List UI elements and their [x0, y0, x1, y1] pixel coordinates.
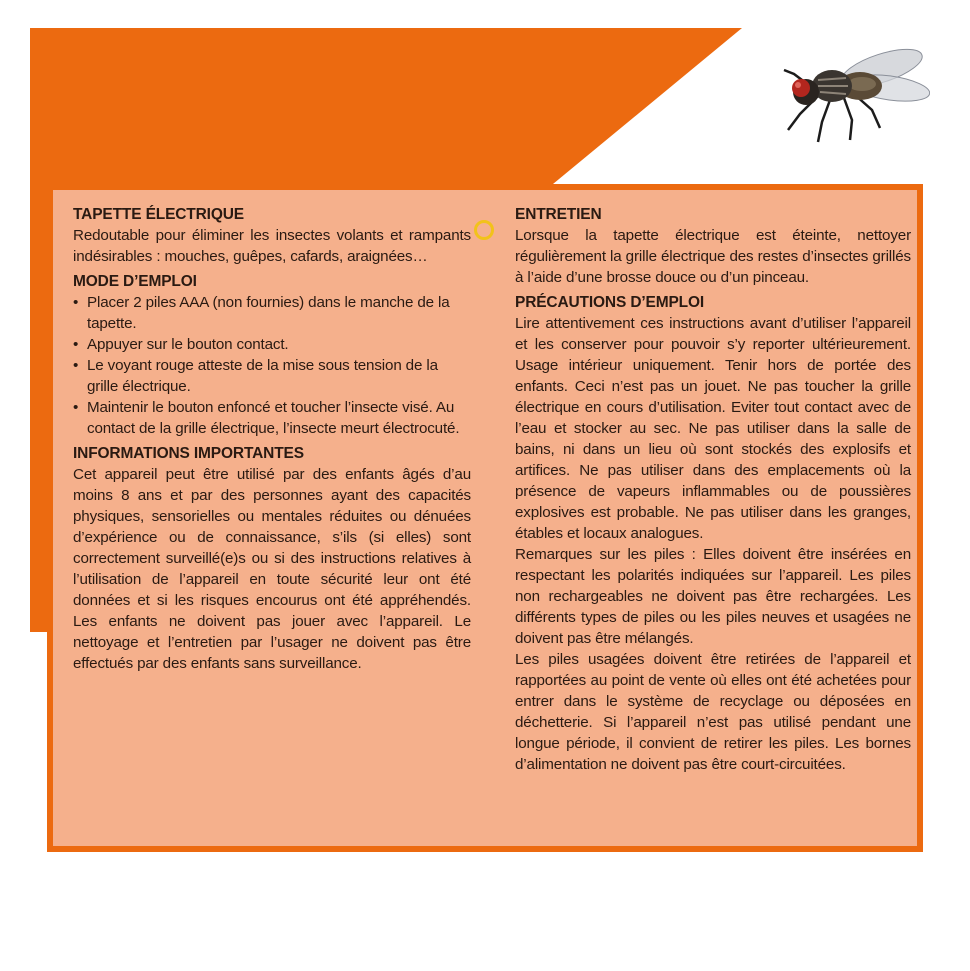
- section-title-maintenance: ENTRETIEN: [515, 206, 602, 223]
- section-title-intro: TAPETTE ÉLECTRIQUE: [73, 206, 244, 223]
- usage-steps-list: [73, 292, 471, 439]
- usage-step: • Le voyant rouge atteste de la mise sous tension de la grille électrique.: [73, 355, 471, 397]
- section-title-usage: MODE D’EMPLOI: [73, 273, 197, 290]
- usage-step: • Appuyer sur le bouton contact.: [73, 334, 471, 355]
- section-title-important: INFORMATIONS IMPORTANTES: [73, 445, 304, 462]
- intro-text: Redoutable pour éliminer les insectes volants et rampants indésirables : mouches, guêpes, cafards, araignées…: [73, 227, 471, 265]
- right-column: [515, 204, 911, 775]
- precautions-text: Lire attentivement ces instructions avant d’utiliser l’appareil et les conserver pour pouvoir s’y reporter ultérieurement. Usage intérieur uniquement. Tenir hors de portée des enfants. Ceci n’est pas un jouet. Ne pas toucher la grille électrique en cours d’utilisation. Eviter tout contact avec de l’eau et stocker au sec. Ne pas utiliser dans la salle de bains, ni dans un lieu où sont stockés des explosifs et artifices. Ne pas utiliser dans des emplacements où la présence de vapeurs inflammables ou de poussières explosives est probable. Ne pas utiliser dans les granges, étables et locaux analogues.: [515, 315, 911, 542]
- instructions-panel: [47, 184, 923, 852]
- usage-step: • Placer 2 piles AAA (non fournies) dans le manche de la tapette.: [73, 292, 471, 334]
- important-text: Cet appareil peut être utilisé par des enfants âgés d’au moins 8 ans et par des personnes ayant des capacités physiques, sensorielles ou mentales réduites ou dénuées d’expérience ou de connaissance, s’ils (si elles) sont correctement surveillé(e)s ou si des instructions relatives à l’utilisation de l’appareil en toute sécurité leur ont été données et si les risques encourus ont été appréhendés. Les enfants ne doivent pas jouer avec l’appareil. Le nettoyage et l’entretien par l’usager ne doivent pas être effectués par des enfants sans surveillance.: [73, 466, 471, 672]
- battery-disposal-text: Les piles usagées doivent être retirées de l’appareil et rapportées au point de vente où elles ont été achetées pour entrer dans le système de recyclage ou déposées en déchetterie. Si l’appareil n’est pas utilisé pendant une longue période, il convient de retirer les piles. Les bornes d’alimentation ne doivent pas être court-circuitées.: [515, 651, 911, 773]
- maintenance-text: Lorsque la tapette électrique est éteinte, nettoyer régulièrement la grille électrique des restes d’insectes grillés à l’aide d’une brosse douce ou d’un pinceau.: [515, 227, 911, 286]
- section-title-precautions: PRÉCAUTIONS D’EMPLOI: [515, 294, 705, 311]
- fly-icon: [770, 30, 930, 150]
- usage-step: • Maintenir le bouton enfoncé et toucher l’insecte visé. Au contact de la grille électrique, l’insecte meurt électrocuté.: [73, 397, 471, 439]
- left-column: [73, 204, 471, 674]
- battery-notes-text: Remarques sur les piles : Elles doivent être insérées en respectant les polarités indiquées sur l’appareil. Les piles non rechargeables ne doivent pas être rechargées. Les différents types de piles ou les piles neuves et usagées ne doivent pas être mélangés.: [515, 546, 911, 647]
- circle-marker-icon: [474, 220, 494, 240]
